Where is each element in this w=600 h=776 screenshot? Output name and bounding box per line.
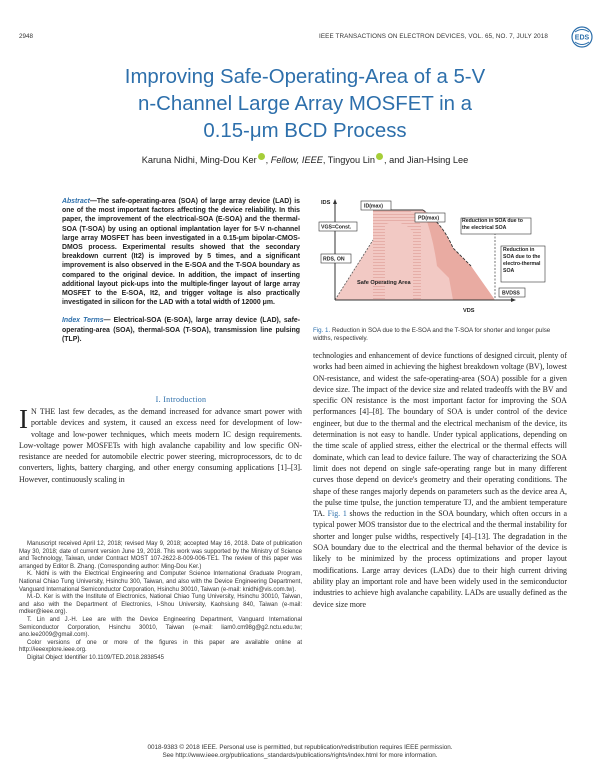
tsoa-note: Reduction in SOA due to the electro-thermal SOA <box>503 247 541 274</box>
body-text-b: shows the reduction in the SOA boundary, which often occurs in a typical power MOS transistor due to the electrical and the thermal instability for shorter and longer pulse widths, respectively [4]–[13]. The degradation in the SOA boundary due to the electrical and the thermal behavior of the device is likely to be minimized by the process optimizations and proper layout modifications. Large array devices (LADs) due to their high current driving ability play an important role and have been widely used in the semiconductor industries to achieve high avalanche capability. LADs are usually defined as the device size more <box>313 509 567 609</box>
journal-name: IEEE TRANSACTIONS ON ELECTRON DEVICES, VOL. 65, NO. 7, JULY 2018 <box>319 33 548 40</box>
footnote-manuscript: Manuscript received April 12, 2018; revised May 9, 2018; accepted May 16, 2018. Date of publication May 30, 2018; date of current version June 19, 2018. This work was supported by the Ministry of Science and Technology, Taiwan, under Contract MOST 107-2622-8-009-006-TE1. The review of this paper was arranged by Editor B. Zhang. (Corresponding author: Ming-Dou Ker.) <box>19 541 302 570</box>
title-line-2: n-Channel Large Array MOSFET in a <box>138 93 472 115</box>
soa-area-label: Safe Operating Area <box>357 280 411 286</box>
footnote-doi: Digital Object Identifier 10.1109/TED.2018.2838545 <box>27 654 164 661</box>
footer-line-1: 0018-9383 © 2018 IEEE. Personal use is permitted, but republication/redistribution requires IEEE permission. <box>147 744 453 751</box>
pd-max-label: PD(max) <box>418 215 440 222</box>
body-right-column <box>313 350 567 610</box>
author-2: Tingyou Lin <box>327 155 375 165</box>
index-terms-text: — Electrical-SOA (E-SOA), large array device (LAD), safe-operating-area (SOA), thermal-SOA (T-SOA), transmission line pulsing (TLP). <box>62 317 300 343</box>
eds-logo <box>570 24 594 50</box>
index-terms <box>62 316 300 344</box>
footnote-color: Color versions of one or more of the figures in this paper are available online at http://ieeexplore.ieee.org. <box>19 639 302 654</box>
running-header <box>19 33 570 45</box>
eds-logo-text: EDS <box>574 34 590 42</box>
abstract-column <box>62 197 300 344</box>
id-max-label: ID(max) <box>364 203 384 210</box>
footnote-author-3: T. Lin and J.-H. Lee are with the Device Engineering Department, Vanguard International Semiconductor Corporation, Hsinchu 30010, Taiwan (e-mail: liam0.cm98g@g2.nctu.edu.tw; ano.lee2009@gmail.com). <box>19 616 302 639</box>
page-number: 2948 <box>19 33 34 40</box>
figure-label: Fig. 1. <box>313 327 331 334</box>
figure-1 <box>313 196 567 324</box>
author-3: and Jian-Hsing Lee <box>389 155 469 165</box>
figure-caption-text: Reduction in SOA due to the E-SOA and the T-SOA for shorter and longer pulse widths, respectively. <box>313 327 551 343</box>
intro-text: N THE last few decades, as the demand increased for advance smart power with portable devices and system, it caused an excess need for development of low-voltage and low-power techniques, which meets modern IC design requirements. Low-voltage power MOSFETs with high avalanche capability and low specific ON-resistance are needed for automobile electric power steering, microprocessors, dc to dc converters, lights, battery charging, and other energy consuming applications [1]–[3]. However, continuously scaling in <box>19 407 302 484</box>
vds-axis-label: VDS <box>463 308 475 314</box>
title-line-3: 0.15-μm BCD Process <box>203 120 407 142</box>
orcid-icon[interactable] <box>258 153 265 160</box>
esoa-note: Reduction in SOA due to the electrical SOA <box>462 218 523 231</box>
bvdss-label: BVDSS <box>502 290 520 297</box>
footnote-author-1: K. Nidhi is with the Electrical Engineering and Computer Science International Graduate Program, National Chiao Tung University, Hsinchu 300, Taiwan, and also with the Device Engineering Department, Vanguard International Semiconductor Corporation, Hsinchu 30010, Taiwan (e-mail: knidhi@vis.com.tw). <box>19 571 302 593</box>
body-text-a: technologies and enhancement of device functions of designed circuit, plenty of works had been aimed in achieving the highest breakdown voltage (BV), lowest ON-resistance, and widest the safe-operating-area (SOA) possible for a given device size. The impact of the device size and related tradeoffs with the BV and specific ON resistance is the most important factor for improving the SOA performances [4]–[8]. The boundary of SOA is under control of the device engineer, but due to the thermal and the electrical mechanism of the device, its determination is not easy to handle. Under typical applications, depending on the time scale of applied stress, either the electrical or the thermal effects will dominate, which can lead to device failure. The way of characterizing the SOA limit does not depend on single safe-operating range but in many different curves those depend on device's geometry and their operating conditions. The shape of these ranges majorly depends on parameters such as the device area A, the pulse time tpulse, the junction temperature TJ, and the ambient temperature TA. <box>313 351 567 519</box>
footnotes <box>19 541 302 663</box>
author-1: Karuna Nidhi, Ming-Dou Ker <box>141 155 257 165</box>
vgs-label: VGS=Const. <box>321 224 352 231</box>
footnote-author-2: M.-D. Ker is with the Institute of Electronics, National Chiao Tung University, Hsinchu 30010, Taiwan, and also with the Department of Electronics, I-Shou University, Kaohsiung 840, Taiwan (e-mail: mdker@ieee.org). <box>19 594 302 616</box>
intro-paragraph <box>19 406 302 485</box>
section-heading: I. Introduction <box>155 395 207 404</box>
abstract-label: Abstract <box>62 198 90 205</box>
orcid-icon[interactable] <box>376 153 383 160</box>
figure-caption <box>313 327 567 343</box>
abstract-text: —The safe-operating-area (SOA) of large array device (LAD) is one of the most important factors affecting the device reliability. In this paper, the improvement of the electrical-SOA (E-SOA) and the thermal-SOA (T-SOA) by using an optional implantation layer for 5-V n-channel large array MOSFET has been investigated in a 0.15-μm bipolar-CMOS-DMOS process. Experimental results showed that the secondary breakdown current (It2) is improved by 5 times, and a significant improvement is also observed in the E-SOA and the T-SOA boundary as compared to the original device. In addition, the impact of inserting additional layout pick-ups into the multiple-finger layout of large array MOSFET to the E-SOA, It2, and trigger voltage is also practically investigated in silicon for the LAD with a total width of 12000 μm. <box>62 198 300 307</box>
author-1-role: Fellow, IEEE <box>270 155 323 165</box>
rds-on-label: RDS, ON <box>323 256 345 263</box>
title-line-1: Improving Safe-Operating-Area of a 5-V <box>124 66 486 88</box>
figure-ref-link[interactable]: Fig. 1 <box>327 509 347 519</box>
drop-cap: I <box>19 404 28 434</box>
footer-line-2: See http://www.ieee.org/publications_standards/publications/rights/index.html for more information. <box>162 752 438 760</box>
paper-title <box>70 64 540 145</box>
index-terms-label: Index Terms <box>62 317 104 325</box>
author-list: Karuna Nidhi, Ming-Dou Ker , Fellow, IEEE, Tingyou Lin , and Jian-Hsing Lee <box>141 155 469 165</box>
copyright-footer <box>19 744 581 760</box>
abstract <box>62 197 300 307</box>
ids-axis-label: IDS <box>321 200 331 206</box>
